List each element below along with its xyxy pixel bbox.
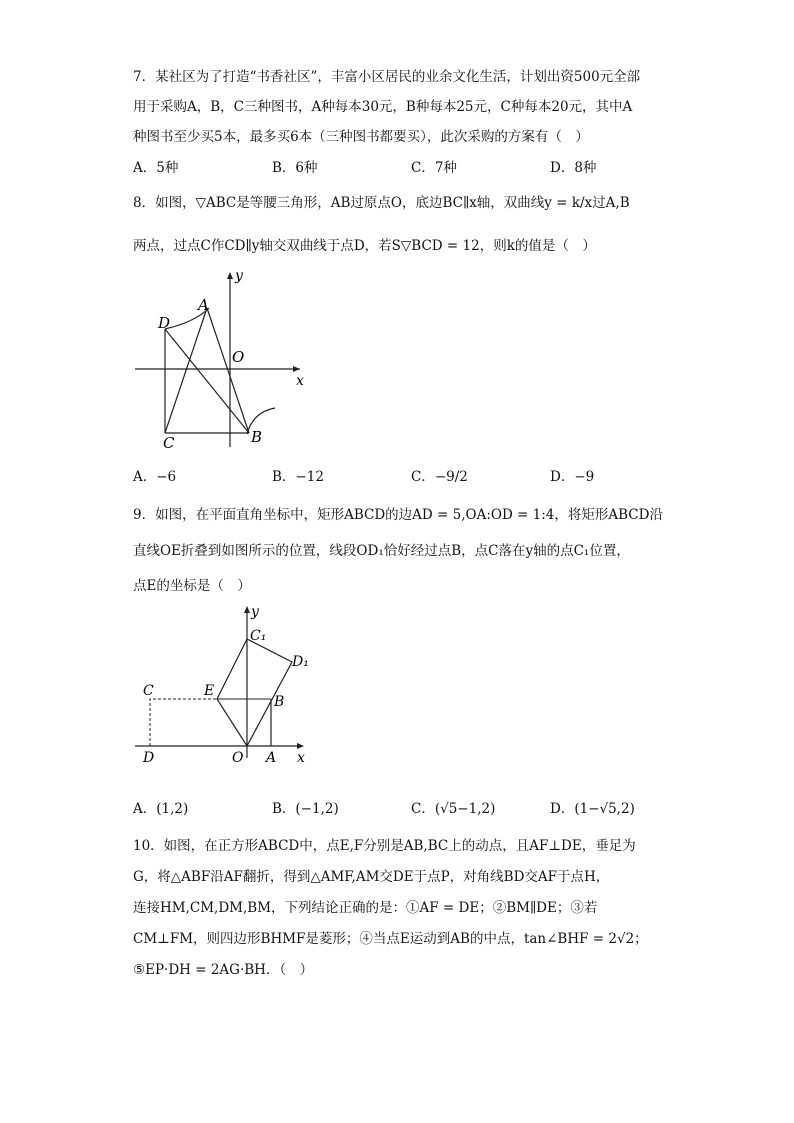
q8-line2: 两点，过点C作CD∥y轴交双曲线于点D，若S▽BCD = 12，则k的值是（ ） xyxy=(133,238,596,254)
q8-segment-ab xyxy=(207,308,249,433)
q8-label-x: x xyxy=(296,373,304,389)
q10-line4: CM⊥FM，则四边形BHMF是菱形；④当点E运动到AB的中点，tan∠BHF = 2√2； xyxy=(133,931,648,947)
q8-label-o: O xyxy=(232,348,245,366)
q10-line2: G，将△ABF沿AF翻折，得到△AMF,AM交DE于点P，对角线BD交AF于点H， xyxy=(133,869,610,885)
q7-option-a: A．5种 xyxy=(133,160,179,176)
q8-figure xyxy=(125,262,325,452)
q9-label-o: O xyxy=(232,750,244,766)
q9-option-b: B．(−1,2) xyxy=(272,801,339,817)
q8-segment-ca xyxy=(165,308,207,433)
q7-line3: 种图书至少买5本，最多买6本（三种图书都要买），此次采购的方案有（ ） xyxy=(133,129,589,145)
q9-label-a: A xyxy=(266,750,277,766)
q8-option-b: B．−12 xyxy=(272,469,324,485)
q10-line3: 连接HM,CM,DM,BM，下列结论正确的是：①AF = DE；②BM∥DE；③若 xyxy=(133,900,598,916)
q9-original-rectangle xyxy=(150,699,217,746)
q9-label-y: y xyxy=(251,604,259,620)
q9-option-a: A．(1,2) xyxy=(133,801,189,817)
q8-label-b: B xyxy=(251,428,263,446)
q9-label-c: C xyxy=(143,683,154,699)
q7-option-d: D．8种 xyxy=(550,160,597,176)
q8-option-c: C．−9/2 xyxy=(411,469,468,485)
q9-folded-quadrilateral xyxy=(217,639,292,746)
q9-line2: 直线OE折叠到如图所示的位置，线段OD₁恰好经过点B，点C落在y轴的点C₁位置， xyxy=(133,543,630,559)
q10-line5: ⑤EP·DH = 2AG·BH．（ ） xyxy=(133,962,314,978)
q8-option-a: A．−6 xyxy=(133,469,177,485)
q9-line3: 点E的坐标是（ ） xyxy=(133,578,251,594)
q9-label-b: B xyxy=(274,694,285,710)
q9-label-e: E xyxy=(204,683,215,699)
q9-label-d1: D₁ xyxy=(292,654,309,670)
q9-line1: 9．如图，在平面直角坐标中，矩形ABCD的边AD = 5,OA:OD = 1:4，将矩形ABCD沿 xyxy=(133,507,663,523)
q7-option-c: C．7种 xyxy=(411,160,457,176)
q9-figure xyxy=(130,598,320,773)
q9-option-d: D．(1−√5,2) xyxy=(550,801,635,817)
q8-x-axis-arrow xyxy=(293,366,300,372)
q10-line1: 10．如图，在正方形ABCD中，点E,F分别是AB,BC上的动点，且AF⊥DE，垂足为 xyxy=(133,838,636,854)
q9-label-d: D xyxy=(143,750,155,766)
q8-label-a: A xyxy=(198,296,209,314)
q9-option-c: C．(√5−1,2) xyxy=(411,801,496,817)
q8-line1: 8．如图，▽ABC是等腰三角形，AB过原点O，底边BC∥x轴，双曲线y = k/x过A,B xyxy=(133,195,630,211)
q7-line1: 7．某社区为了打造“书香社区”，丰富小区居民的业余文化生活，计划出资500元全部 xyxy=(133,69,641,85)
q9-x-axis-arrow xyxy=(297,743,304,749)
q9-label-x: x xyxy=(297,750,305,766)
q8-y-axis-arrow xyxy=(227,272,233,279)
q7-option-b: B．6种 xyxy=(272,160,318,176)
q9-label-c1: C₁ xyxy=(250,628,267,644)
q7-line2: 用于采购A，B，C三种图书，A种每本30元，B种每本25元，C种每本20元，其中A xyxy=(133,99,633,115)
q8-label-y: y xyxy=(235,268,243,284)
q9-y-axis-arrow xyxy=(244,606,250,613)
q8-label-d: D xyxy=(158,314,171,332)
q8-label-c: C xyxy=(163,434,175,452)
q8-segment-db xyxy=(165,329,249,433)
q8-option-d: D．−9 xyxy=(550,469,595,485)
